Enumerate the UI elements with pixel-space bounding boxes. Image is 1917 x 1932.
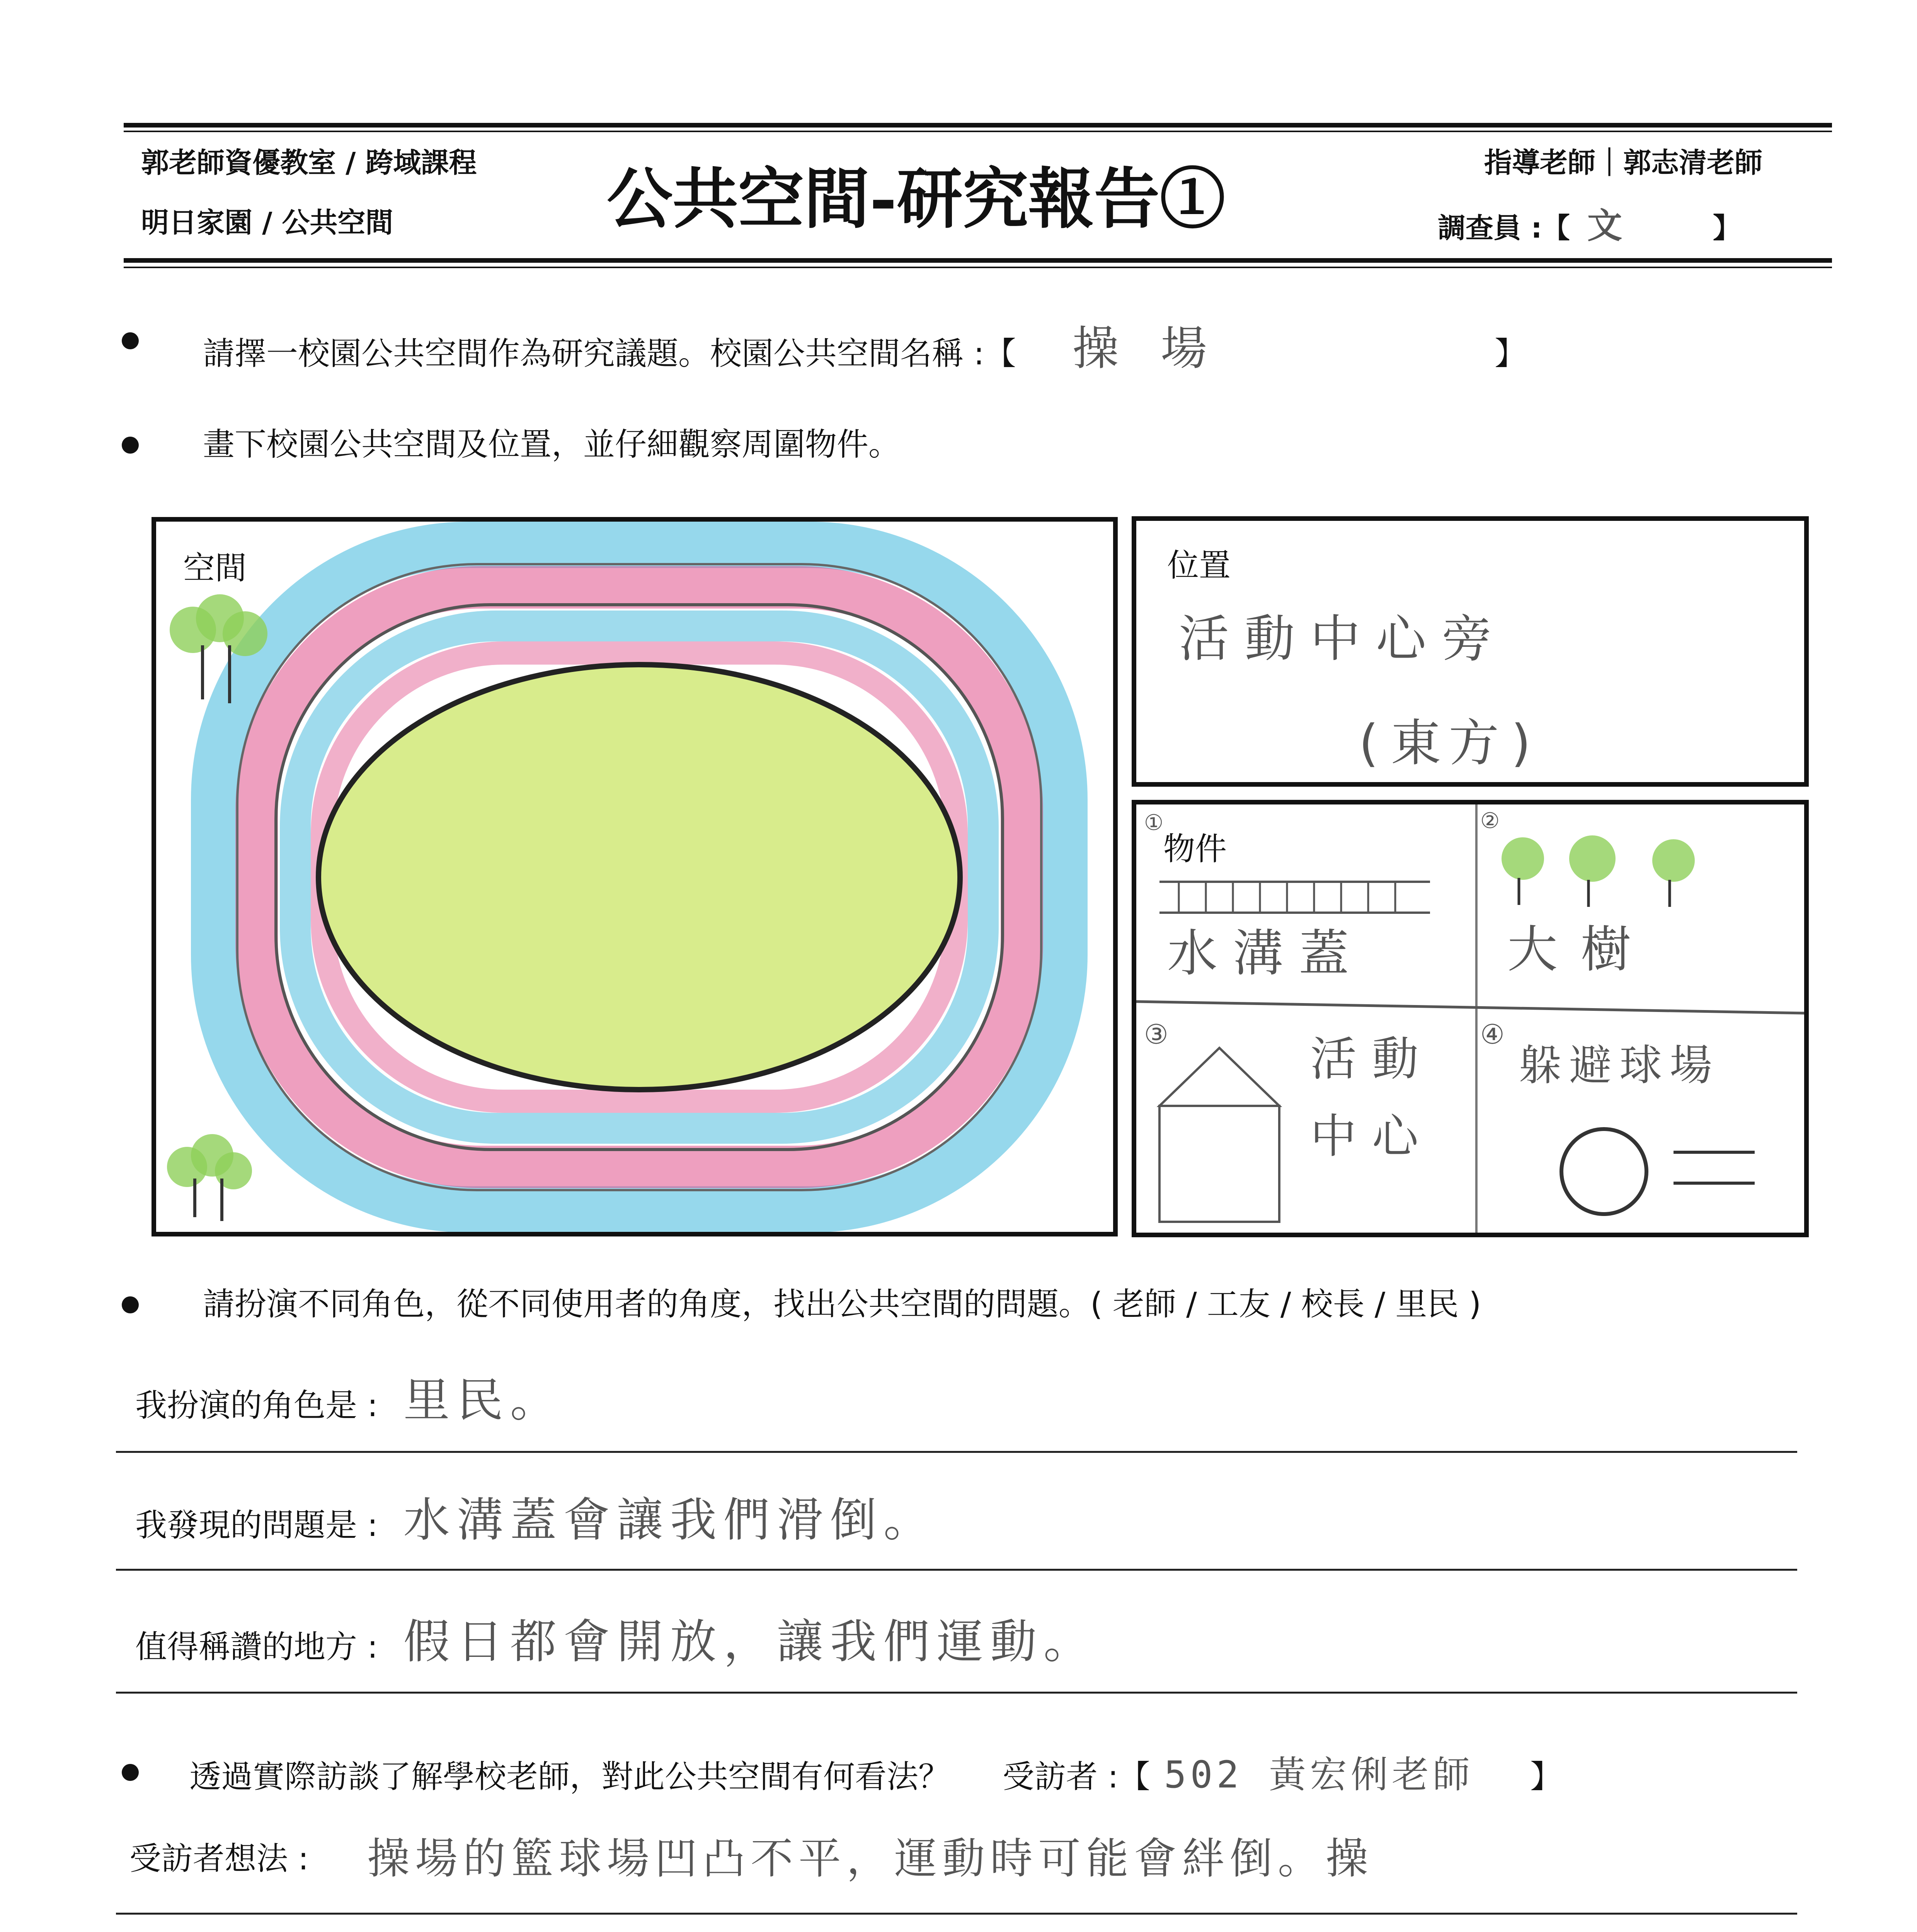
header-course: 郭老師資優教室 / 跨域課程 [141, 146, 477, 179]
interviewee-label: 受訪者 :【 [1003, 1759, 1150, 1795]
praise-row [135, 1615, 1097, 1669]
investigator-label: 調查員 :【 [1438, 212, 1570, 244]
tree-icon [167, 1134, 252, 1221]
track-drawing [156, 522, 1113, 1232]
question-4-text: 透過實際訪談了解學校老師，對此公共空間有何看法？ [189, 1759, 950, 1795]
page-title: 公共空間-研究報告① [607, 160, 1226, 238]
role-answer: 里民。 [403, 1374, 564, 1427]
question-3-text: 請扮演不同角色，從不同使用者的角度，找出公共空間的問題。( 老師 / 工友 / 校長 / 里民 ) [203, 1286, 1481, 1323]
problem-underline [116, 1569, 1797, 1571]
opinion-line-1: 操場的籃球場凹凸不平，運動時可能會絆倒。操 [367, 1834, 1374, 1883]
header-investigator [1438, 206, 1741, 246]
problem-row [135, 1493, 937, 1547]
opinion-underline-1 [116, 1913, 1797, 1915]
problem-answer: 水溝蓋會讓我們滑倒。 [403, 1493, 937, 1547]
header-unit: 明日家園 / 公共空間 [141, 206, 393, 239]
tree-icon [1502, 835, 1695, 907]
space-drawing-box [152, 517, 1118, 1236]
header-bottom-rule [124, 258, 1832, 263]
interviewee-close: 】 [1530, 1759, 1562, 1795]
activity-center-icon [1159, 1048, 1279, 1222]
header-top-rule [124, 123, 1832, 128]
role-underline [116, 1451, 1797, 1453]
header-teacher: 指導老師｜郭志清老師 [1484, 146, 1763, 179]
object-3-label-line-1: 活動 [1310, 1032, 1434, 1086]
object-3-number: ③ [1144, 1019, 1172, 1050]
dodgeball-court-icon [1561, 1129, 1755, 1214]
space-label: 空間 [183, 550, 247, 587]
location-line-1: 活動中心旁 [1179, 609, 1508, 668]
praise-underline [116, 1692, 1797, 1694]
location-box [1132, 516, 1809, 787]
drain-cover-icon [1159, 882, 1430, 913]
interviewee-value: 502 黃宏俐老師 [1164, 1753, 1474, 1796]
role-label: 我扮演的角色是 : [135, 1387, 378, 1424]
opinion-label: 受訪者想法 : [129, 1840, 309, 1877]
object-2-label: 大樹 [1507, 920, 1655, 979]
question-1 [203, 322, 1527, 376]
object-1-number: ① [1144, 810, 1168, 835]
objects-box [1132, 800, 1809, 1237]
question-1-text: 請擇一校園公共空間作為研究議題。校園公共空間名稱 :【 [203, 335, 1016, 372]
header-bottom-rule-thin [124, 267, 1832, 268]
question-1-answer: 操 場 [1072, 322, 1214, 376]
location-line-2: (東方) [1353, 714, 1545, 772]
problem-label: 我發現的問題是 : [135, 1507, 378, 1544]
bullet-q3 [122, 1296, 139, 1313]
location-label: 位置 [1167, 547, 1231, 584]
bullet-q1 [122, 332, 139, 349]
header-top-rule-thin [124, 131, 1832, 132]
object-1-label: 水溝蓋 [1167, 924, 1365, 983]
praise-answer: 假日都會開放，讓我們運動。 [403, 1615, 1097, 1669]
object-4-number: ④ [1480, 1019, 1508, 1050]
investigator-close: 】 [1713, 212, 1741, 244]
question-4 [189, 1753, 1562, 1796]
objects-grid-lines [1136, 804, 1804, 1233]
objects-label: 物件 [1163, 831, 1227, 867]
object-3-label-line-2: 中心 [1310, 1110, 1434, 1163]
question-1-close: 】 [1495, 335, 1527, 372]
investigator-name: 文 [1587, 206, 1626, 246]
object-4-label: 躲避球場 [1519, 1041, 1720, 1090]
bullet-q2 [122, 437, 139, 454]
praise-label: 值得稱讚的地方 : [135, 1629, 378, 1665]
object-2-number: ② [1480, 808, 1504, 833]
bullet-q4 [122, 1764, 139, 1781]
role-row [135, 1374, 564, 1427]
question-2-text: 畫下校園公共空間及位置，並仔細觀察周圍物件。 [203, 426, 901, 463]
